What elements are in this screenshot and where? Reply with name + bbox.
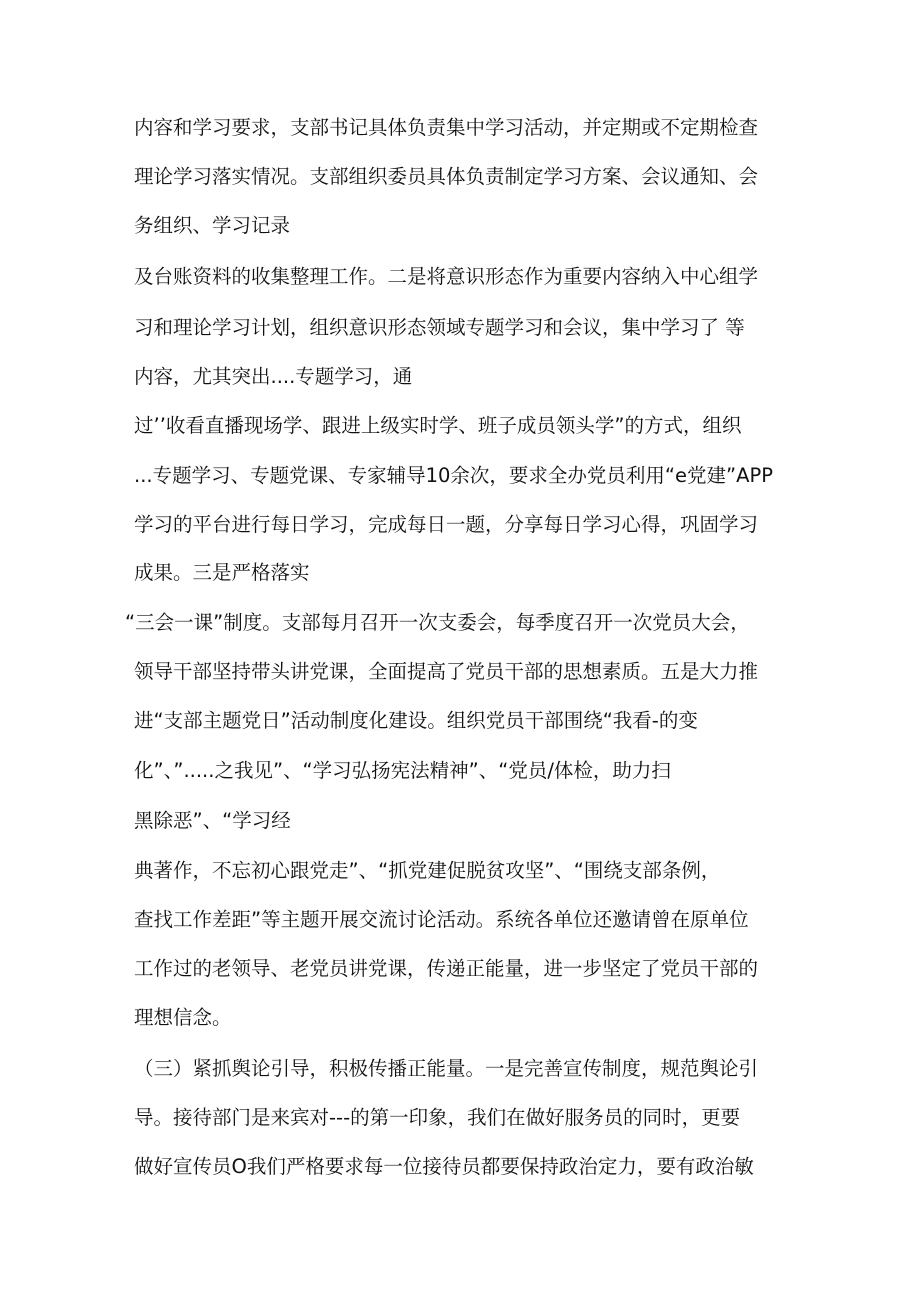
text-line-21: 导。接待部门是来宾对---的第一印象，我们在做好服务员的同时，更要 [134, 1106, 741, 1129]
text-line-14: 化”、”.....之我见”、“学习弘扬宪法精神”、“党员/体检，助力扫 [134, 759, 671, 782]
text-line-1: 内容和学习要求，支部书记具体负责集中学习活动，并定期或不定期检查 [134, 116, 759, 139]
text-line-5: 习和理论学习计划，组织意识形态领域专题学习和会议，集中学习了 等 [134, 316, 745, 339]
text-line-6: 内容，尤其突出....专题学习，通 [134, 365, 413, 388]
text-line-20: （三）紧抓舆论引导，积极传播正能量。一是完善宣传制度，规范舆论引 [134, 1057, 759, 1080]
text-line-3: 务组织、学习记录 [134, 214, 291, 237]
text-line-7: 过’’收看直播现场学、跟进上级实时学、班子成员领头学”的方式，组织 [134, 414, 742, 437]
text-line-22: 做好宣传员O我们严格要求每一位接待员都要保持政治定力，要有政治敏 [134, 1155, 754, 1178]
text-line-18: 工作过的老领导、老党员讲党课，传递正能量，进一步坚定了党员干部的 [134, 957, 759, 980]
text-line-4: 及台账资料的收集整理工作。二是将意识形态作为重要内容纳入中心组学 [134, 265, 759, 288]
text-line-9: 学习的平台进行每日学习，完成每日一题，分享每日学习心得，巩固学习 [134, 513, 759, 536]
text-line-10: 成果。三是严格落实 [134, 561, 310, 584]
text-line-17: 查找工作差距”等主题开展交流讨论活动。系统各单位还邀请曾在原单位 [134, 908, 749, 931]
text-line-8: ...专题学习、专题党课、专家辅导10余次，要求全办党员利用“e党建”APP [134, 464, 773, 487]
text-line-19: 理想信念。 [134, 1006, 232, 1029]
text-line-2: 理论学习落实情况。支部组织委员具体负责制定学习方案、会议通知、会 [134, 165, 759, 188]
text-line-15: 黑除恶”、“学习经 [134, 809, 291, 832]
text-line-11: “三会一课”制度。支部每月召开一次支委会，每季度召开一次党员大会， [125, 611, 750, 634]
text-line-16: 典著作，不忘初心跟党走”、“抓党建促脱贫攻坚”、“围绕支部条例， [134, 859, 721, 882]
text-line-12: 领导干部坚持带头讲党课，全面提高了党员干部的思想素质。五是大力推 [134, 660, 759, 683]
text-line-13: 进“支部主题党日”活动制度化建设。组织党员干部围绕“我看-的变 [134, 709, 698, 732]
